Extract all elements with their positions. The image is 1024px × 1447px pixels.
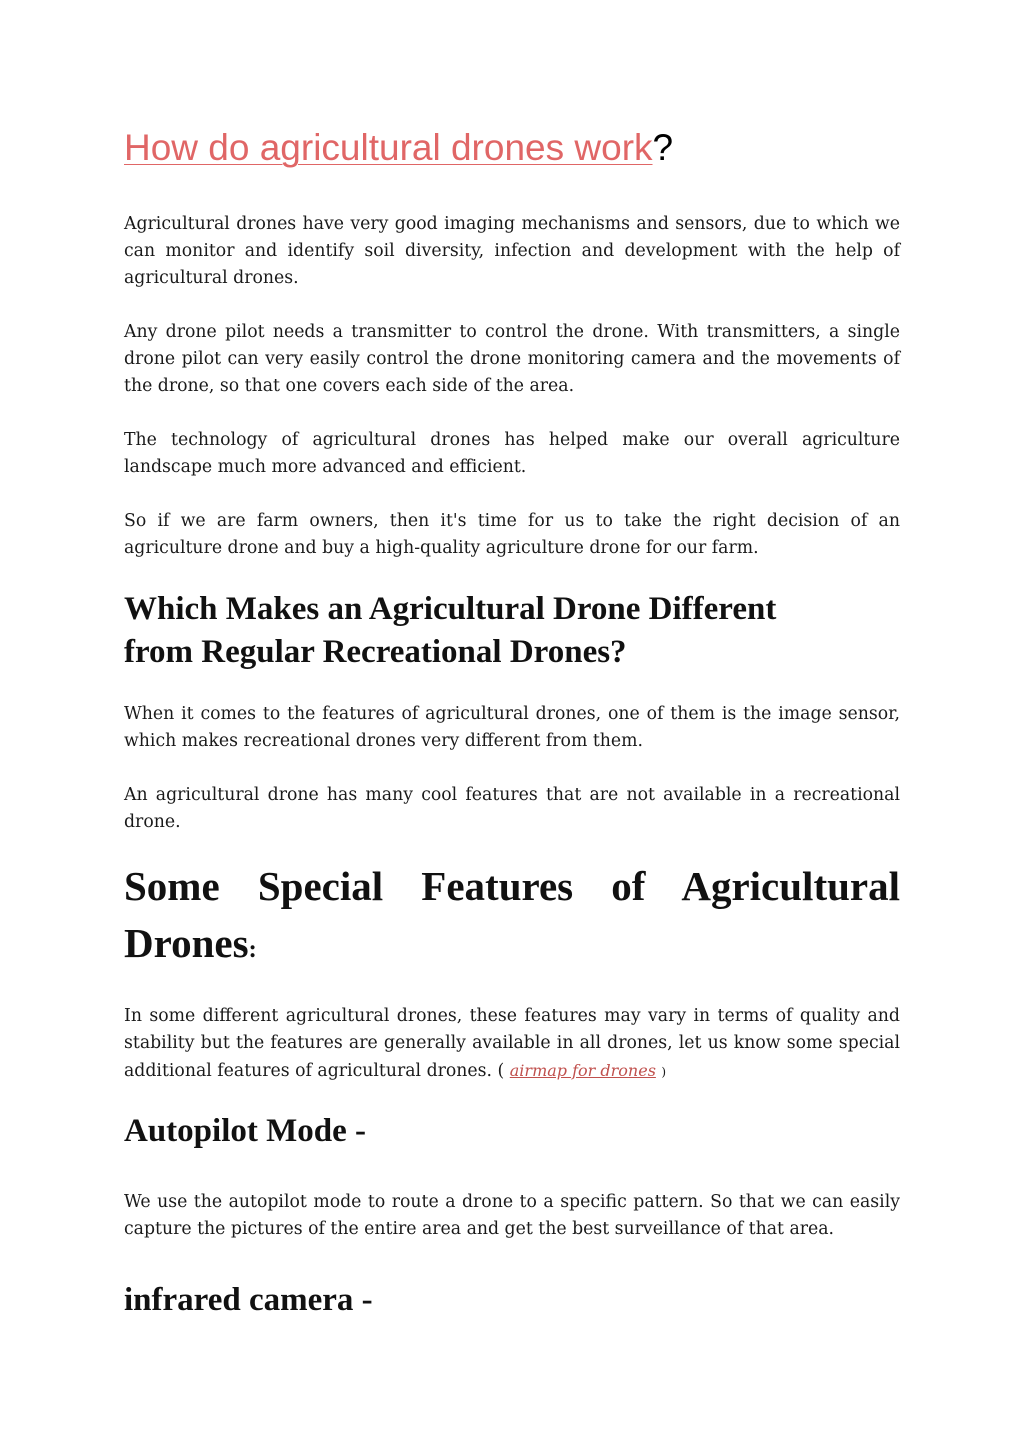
heading-special-features-line1: Some Special Features of Agricultural bbox=[124, 863, 900, 909]
paragraph-cool-features: An agricultural drone has many cool features that are not available in a recreational drone. bbox=[124, 785, 900, 832]
paragraph-imaging: Agricultural drones have very good imaging mechanisms and sensors, due to which we can monitor and identify soil diversity, infection and development with the help of agricultural drones. bbox=[124, 214, 900, 288]
page-title bbox=[124, 122, 673, 174]
heading-difference-line1: Which Makes an Agricultural Drone Different bbox=[124, 591, 777, 627]
heading-autopilot: Autopilot Mode - bbox=[124, 1113, 366, 1149]
paragraph-feature-variation bbox=[124, 1003, 900, 1086]
heading-difference-line2: from Regular Recreational Drones? bbox=[124, 634, 627, 670]
paragraph-autopilot: We use the autopilot mode to route a drone to a specific pattern. So that we can easily capture the pictures of the entire area and get the best surveillance of that area. bbox=[124, 1192, 900, 1239]
paragraph-farm-owners: So if we are farm owners, then it's time for us to take the right decision of an agriculture drone and buy a high-quality agriculture drone for our farm. bbox=[124, 511, 900, 558]
title-link[interactable]: How do agricultural drones work bbox=[124, 127, 653, 168]
airmap-link[interactable]: airmap for drones bbox=[509, 1061, 656, 1080]
heading-drones-word: Drones bbox=[124, 920, 249, 966]
title-question-mark: ? bbox=[652, 127, 674, 168]
paragraph-technology: The technology of agricultural drones has helped make our overall agriculture landscape much more advanced and efficient. bbox=[124, 430, 900, 477]
heading-colon: : bbox=[248, 936, 257, 963]
heading-infrared: infrared camera - bbox=[124, 1282, 373, 1318]
paragraph-image-sensor: When it comes to the features of agricultural drones, one of them is the image sensor, which makes recreational drones very different from them. bbox=[124, 704, 900, 751]
closing-paren: ) bbox=[661, 1065, 667, 1079]
heading-difference bbox=[124, 588, 900, 674]
paragraph-transmitter: Any drone pilot needs a transmitter to control the drone. With transmitters, a single drone pilot can very easily control the drone monitoring camera and the movements of the drone, so that one covers each side of the area. bbox=[124, 322, 900, 396]
paragraph-feature-variation-text: In some different agricultural drones, these features may vary in terms of quality and stability but the features are generally available in all drones, let us know some special additional features of agricultural drones. ( bbox=[124, 1006, 900, 1081]
heading-special-features-line2 bbox=[124, 915, 900, 978]
